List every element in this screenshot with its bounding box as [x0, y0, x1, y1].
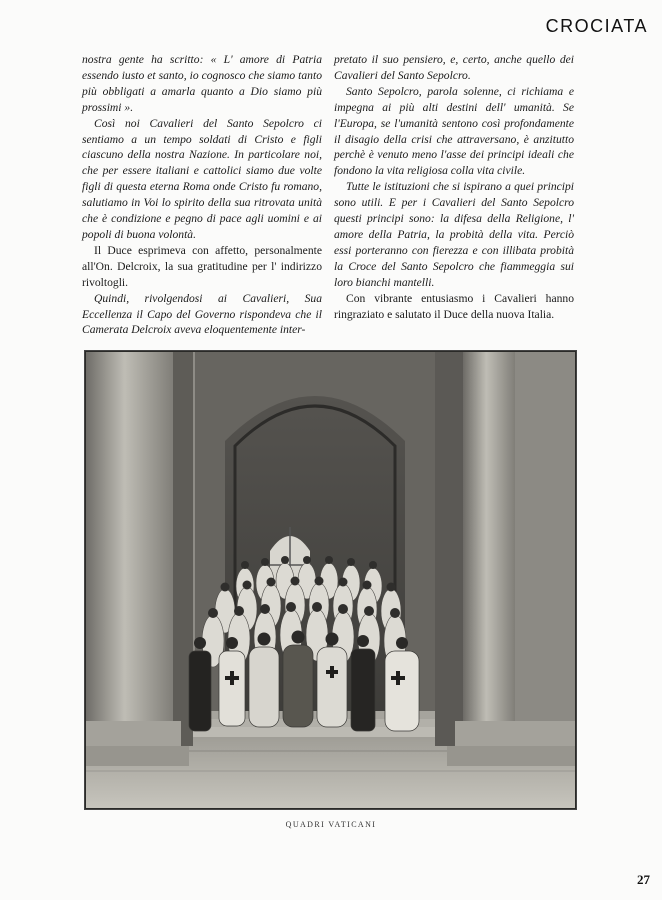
page-number: 27 — [637, 872, 650, 887]
group-photograph — [84, 350, 577, 810]
photo-caption: QUADRI VATICANI — [285, 820, 377, 829]
paragraph: Tutte le istituzioni che si ispirano a quei principi sono utili. E per i Cavalieri del Santo Sepolcro questi principi sono: la difesa della Religione, l' amore della Patria, la probità della vita. Perciò essi porteranno con fierezza e con illibata probità la Croce del Santo Sepolcro che fiammeggia sui loro bianchi mantelli. — [334, 180, 574, 289]
photo-illustration — [85, 351, 576, 809]
paragraph: nostra gente ha scritto: « L' amore di Patria essendo iusto et santo, io cognosco che siamo tanto più obbligati a amarla quanto a Dio siamo più prossimi ». — [82, 53, 322, 114]
running-header: CROCIATA — [545, 16, 648, 36]
paragraph: Così noi Cavalieri del Santo Sepolcro ci sentiamo a un tempo soldati di Cristo e figli ciascuno della nostra Nazione. In particolare noi, che per essere italiani e cattolici siamo due volte figli di questa eterna Roma onde Cristo fu romano, salutiamo in Voi lo spirito della sua ritrovata unità che è condizione e pegno di pace agli uomini e ai popoli di buona volontà. — [82, 116, 322, 241]
paragraph: Quindi, rivolgendosi ai Cavalieri, Sua Eccellenza il Capo del Governo rispondeva che il Camerata Delcroix aveva eloquentemente inter- — [82, 291, 322, 337]
paragraph: Il Duce esprimeva con affetto, personalmente all'On. Delcroix, la sua gratitudine per l' indirizzo rivoltogli. — [82, 243, 322, 289]
text-column-right — [334, 52, 574, 322]
paragraph: pretato il suo pensiero, e, certo, anche quello dei Cavalieri del Santo Sepolcro. — [334, 53, 574, 82]
paragraph: Con vibrante entusiasmo i Cavalieri hanno ringraziato e salutato il Duce della nuova Italia. — [334, 291, 574, 321]
text-column-left — [82, 52, 322, 338]
paragraph: Santo Sepolcro, parola solenne, ci richiama e impegna ai più alti destini dell' umanità. Se l'Europa, se l'umanità sentono così profondamente il disagio della crisi che attraversano, è anzitutto perchè è venuto meno l'asse dei principi ideali che fondono la vita religiosa colla vita civile. — [334, 84, 574, 178]
